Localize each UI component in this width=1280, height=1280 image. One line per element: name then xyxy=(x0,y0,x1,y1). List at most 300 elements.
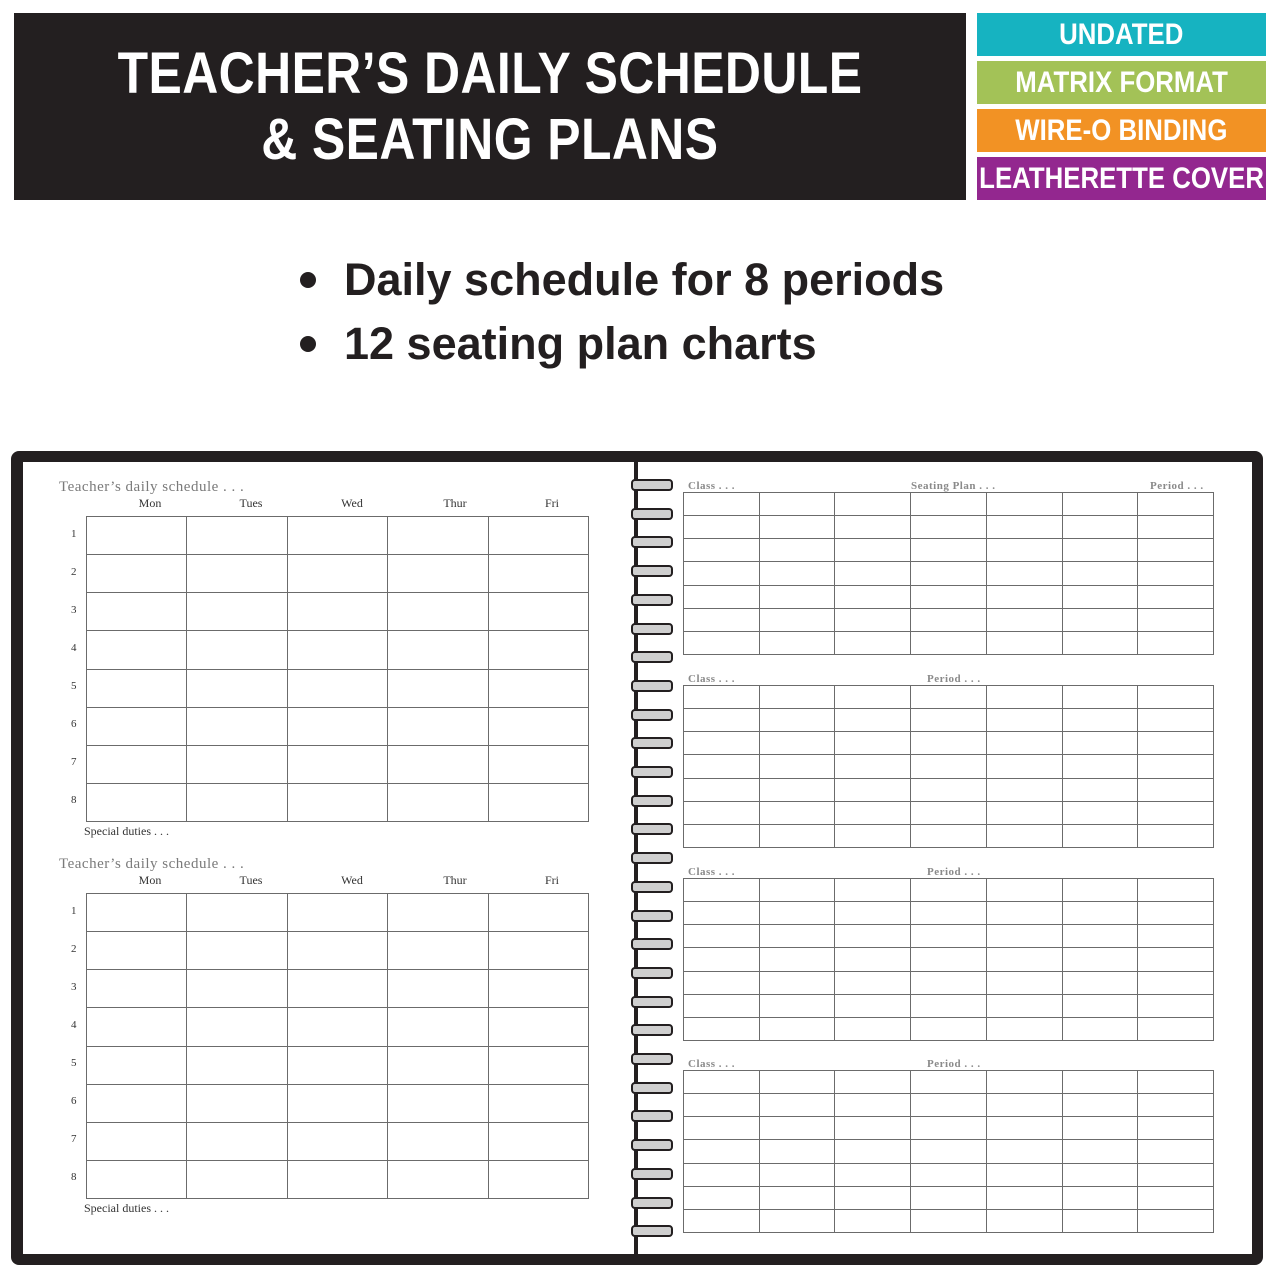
period-label: 6 xyxy=(71,1095,77,1107)
seating-cell xyxy=(911,1094,987,1117)
seating-cell xyxy=(835,562,911,585)
feature-list xyxy=(300,248,944,376)
schedule-cell xyxy=(388,708,488,746)
schedule-cell xyxy=(187,1008,287,1046)
spiral-coil xyxy=(631,1082,673,1094)
seating-cell xyxy=(760,948,836,971)
period-field-label: Period . . . xyxy=(927,866,981,878)
seating-cell xyxy=(1138,1210,1214,1233)
seating-cell xyxy=(911,732,987,755)
seating-cell xyxy=(911,632,987,655)
seating-cell xyxy=(684,1164,760,1187)
seating-cell xyxy=(835,609,911,632)
schedule-cell xyxy=(87,593,187,631)
class-label: Class . . . xyxy=(688,1058,736,1070)
spiral-coil xyxy=(631,795,673,807)
schedule-cell xyxy=(388,631,488,669)
schedule-cell xyxy=(489,1008,589,1046)
seating-cell xyxy=(987,1164,1063,1187)
period-label: 1 xyxy=(71,905,77,917)
schedule-cell xyxy=(388,970,488,1008)
seating-cell xyxy=(987,562,1063,585)
seating-cell xyxy=(1063,1164,1139,1187)
seating-cell xyxy=(911,995,987,1018)
schedule-grid xyxy=(86,893,589,1199)
seating-cell xyxy=(835,972,911,995)
seating-cell xyxy=(911,902,987,925)
special-duties-label: Special duties . . . xyxy=(84,1201,169,1215)
seating-cell xyxy=(1138,1071,1214,1094)
schedule-cell xyxy=(388,555,488,593)
seating-cell xyxy=(1063,609,1139,632)
seating-cell xyxy=(1063,995,1139,1018)
seating-cell xyxy=(911,972,987,995)
seating-cell xyxy=(987,995,1063,1018)
period-label: 6 xyxy=(71,718,77,730)
schedule-cell xyxy=(87,708,187,746)
seating-grid xyxy=(683,492,1214,655)
seating-cell xyxy=(987,732,1063,755)
schedule-cell xyxy=(187,670,287,708)
seating-cell xyxy=(760,539,836,562)
schedule-cell xyxy=(489,631,589,669)
seating-cell xyxy=(835,1140,911,1163)
seating-cell xyxy=(760,1018,836,1041)
seating-cell xyxy=(987,539,1063,562)
seating-cell xyxy=(1138,586,1214,609)
seating-cell xyxy=(1063,516,1139,539)
schedule-cell xyxy=(388,746,488,784)
seating-cell xyxy=(684,632,760,655)
spiral-coil xyxy=(631,766,673,778)
seating-cell xyxy=(1138,925,1214,948)
seating-cell xyxy=(835,516,911,539)
seating-cell xyxy=(1138,632,1214,655)
seating-cell xyxy=(1063,539,1139,562)
seating-cell xyxy=(987,755,1063,778)
schedule-cell xyxy=(388,932,488,970)
seating-cell xyxy=(1138,539,1214,562)
seating-cell xyxy=(1138,902,1214,925)
schedule-cell xyxy=(489,593,589,631)
seating-cell xyxy=(1063,779,1139,802)
seating-cell xyxy=(684,1071,760,1094)
seating-cell xyxy=(760,779,836,802)
schedule-cell xyxy=(489,670,589,708)
schedule-cell xyxy=(489,1047,589,1085)
seating-cell xyxy=(684,755,760,778)
schedule-title: Teacher’s daily schedule . . . xyxy=(59,479,245,495)
spiral-coil xyxy=(631,479,673,491)
seating-cell xyxy=(760,493,836,516)
schedule-cell xyxy=(489,784,589,822)
seating-cell xyxy=(911,1210,987,1233)
seating-grid xyxy=(683,1070,1214,1233)
seating-cell xyxy=(911,1140,987,1163)
schedule-cell xyxy=(288,894,388,932)
seating-cell xyxy=(1138,879,1214,902)
seating-cell xyxy=(1063,686,1139,709)
seating-cell xyxy=(835,1071,911,1094)
seating-cell xyxy=(1063,1018,1139,1041)
spiral-coil xyxy=(631,1197,673,1209)
period-label: 4 xyxy=(71,642,77,654)
seating-cell xyxy=(760,1140,836,1163)
seating-cell xyxy=(684,902,760,925)
seating-cell xyxy=(684,1187,760,1210)
schedule-cell xyxy=(388,1008,488,1046)
seating-cell xyxy=(760,972,836,995)
seating-cell xyxy=(760,1071,836,1094)
period-field-label: Period . . . xyxy=(1150,480,1204,492)
schedule-cell xyxy=(288,1008,388,1046)
badge-matrix-format: MATRIX FORMAT xyxy=(977,61,1266,104)
schedule-cell xyxy=(288,555,388,593)
schedule-cell xyxy=(187,1047,287,1085)
seating-cell xyxy=(1063,755,1139,778)
seating-cell xyxy=(1063,1094,1139,1117)
seating-cell xyxy=(1138,732,1214,755)
period-field-label: Period . . . xyxy=(927,673,981,685)
seating-cell xyxy=(760,709,836,732)
schedule-cell xyxy=(187,932,287,970)
seating-cell xyxy=(835,995,911,1018)
seating-cell xyxy=(1138,516,1214,539)
schedule-cell xyxy=(187,593,287,631)
schedule-cell xyxy=(288,1047,388,1085)
spiral-coil xyxy=(631,1225,673,1237)
seating-cell xyxy=(835,1117,911,1140)
spiral-coil xyxy=(631,536,673,548)
seating-cell xyxy=(684,802,760,825)
seating-cell xyxy=(1063,802,1139,825)
schedule-cell xyxy=(288,593,388,631)
class-label: Class . . . xyxy=(688,866,736,878)
schedule-cell xyxy=(388,1123,488,1161)
seating-cell xyxy=(835,1094,911,1117)
schedule-title: Teacher’s daily schedule . . . xyxy=(59,856,245,872)
seating-cell xyxy=(835,709,911,732)
spiral-coil xyxy=(631,852,673,864)
day-label: Thur xyxy=(443,873,467,887)
seating-cell xyxy=(1138,493,1214,516)
seating-cell xyxy=(1063,632,1139,655)
seating-cell xyxy=(760,802,836,825)
seating-cell xyxy=(987,709,1063,732)
schedule-cell xyxy=(489,970,589,1008)
seating-cell xyxy=(684,609,760,632)
schedule-cell xyxy=(489,746,589,784)
period-label: 7 xyxy=(71,1133,77,1145)
seating-cell xyxy=(987,925,1063,948)
title-line-2: & SEATING PLANS xyxy=(261,106,719,172)
seating-cell xyxy=(760,879,836,902)
seating-cell xyxy=(1063,1210,1139,1233)
seating-cell xyxy=(911,879,987,902)
seating-cell xyxy=(987,1071,1063,1094)
seating-cell xyxy=(1063,879,1139,902)
seating-cell xyxy=(1138,779,1214,802)
seating-cell xyxy=(1138,1094,1214,1117)
period-label: 5 xyxy=(71,680,77,692)
seating-cell xyxy=(911,802,987,825)
seating-cell xyxy=(684,539,760,562)
seating-cell xyxy=(1138,686,1214,709)
schedule-cell xyxy=(187,894,287,932)
seating-cell xyxy=(987,972,1063,995)
badge-leatherette-cover: LEATHERETTE COVER xyxy=(977,157,1266,200)
seating-cell xyxy=(911,779,987,802)
schedule-cell xyxy=(288,708,388,746)
seating-cell xyxy=(684,1018,760,1041)
seating-cell xyxy=(760,686,836,709)
seating-cell xyxy=(760,925,836,948)
spiral-coil xyxy=(631,565,673,577)
seating-cell xyxy=(911,609,987,632)
seating-cell xyxy=(1138,609,1214,632)
seating-cell xyxy=(911,516,987,539)
seating-cell xyxy=(1063,825,1139,848)
seating-cell xyxy=(987,493,1063,516)
period-label: 3 xyxy=(71,981,77,993)
spiral-coil xyxy=(631,967,673,979)
seating-cell xyxy=(1138,995,1214,1018)
seating-cell xyxy=(684,879,760,902)
seating-cell xyxy=(1063,925,1139,948)
schedule-cell xyxy=(87,746,187,784)
spiral-coil xyxy=(631,910,673,922)
seating-cell xyxy=(1138,972,1214,995)
seating-cell xyxy=(1138,948,1214,971)
schedule-cell xyxy=(87,517,187,555)
spiral-coil xyxy=(631,1053,673,1065)
seating-cell xyxy=(911,1164,987,1187)
seating-cell xyxy=(911,1117,987,1140)
schedule-cell xyxy=(489,1123,589,1161)
schedule-cell xyxy=(187,555,287,593)
seating-cell xyxy=(684,516,760,539)
seating-cell xyxy=(987,802,1063,825)
seating-cell xyxy=(911,493,987,516)
seating-cell xyxy=(835,802,911,825)
seating-cell xyxy=(760,609,836,632)
schedule-cell xyxy=(187,1085,287,1123)
day-label: Tues xyxy=(239,873,263,887)
seating-cell xyxy=(1138,1187,1214,1210)
seating-cell xyxy=(835,779,911,802)
spiral-coil xyxy=(631,823,673,835)
seating-cell xyxy=(1063,586,1139,609)
wire-o-spiral xyxy=(615,451,675,1265)
seating-cell xyxy=(835,879,911,902)
seating-cell xyxy=(1138,1117,1214,1140)
schedule-cell xyxy=(489,1085,589,1123)
seating-cell xyxy=(1063,709,1139,732)
seating-cell xyxy=(1063,902,1139,925)
schedule-cell xyxy=(388,1161,488,1199)
spiral-coil xyxy=(631,594,673,606)
seating-cell xyxy=(1063,1117,1139,1140)
seating-cell xyxy=(911,586,987,609)
period-label: 3 xyxy=(71,604,77,616)
spiral-coil xyxy=(631,508,673,520)
seating-cell xyxy=(684,709,760,732)
seating-cell xyxy=(1138,755,1214,778)
special-duties-label: Special duties . . . xyxy=(84,824,169,838)
day-label: Tues xyxy=(239,496,263,510)
schedule-cell xyxy=(489,708,589,746)
day-label: Mon xyxy=(138,496,162,510)
seating-cell xyxy=(911,1071,987,1094)
day-label: Wed xyxy=(341,496,363,510)
period-field-label: Period . . . xyxy=(927,1058,981,1070)
schedule-cell xyxy=(489,932,589,970)
spiral-coil xyxy=(631,1024,673,1036)
seating-cell xyxy=(987,948,1063,971)
seating-cell xyxy=(760,902,836,925)
seating-cell xyxy=(835,1187,911,1210)
seating-cell xyxy=(760,995,836,1018)
schedule-cell xyxy=(87,1123,187,1161)
seating-cell xyxy=(911,1187,987,1210)
schedule-cell xyxy=(87,970,187,1008)
seating-cell xyxy=(684,586,760,609)
seating-cell xyxy=(835,825,911,848)
seating-cell xyxy=(760,755,836,778)
seating-cell xyxy=(1063,562,1139,585)
spiral-coil xyxy=(631,623,673,635)
seating-cell xyxy=(760,586,836,609)
schedule-cell xyxy=(187,746,287,784)
schedule-cell xyxy=(187,970,287,1008)
schedule-cell xyxy=(87,894,187,932)
seating-cell xyxy=(684,1117,760,1140)
feature-item xyxy=(300,312,944,376)
feature-text: 12 seating plan charts xyxy=(344,318,817,369)
badge-undated: UNDATED xyxy=(977,13,1266,56)
schedule-cell xyxy=(87,631,187,669)
seating-cell xyxy=(987,586,1063,609)
seating-cell xyxy=(684,1140,760,1163)
schedule-cell xyxy=(489,517,589,555)
seating-cell xyxy=(911,948,987,971)
seating-cell xyxy=(835,1018,911,1041)
schedule-cell xyxy=(388,593,488,631)
schedule-cell xyxy=(87,1085,187,1123)
period-label: 5 xyxy=(71,1057,77,1069)
seating-cell xyxy=(835,632,911,655)
seating-cell xyxy=(1138,709,1214,732)
seating-cell xyxy=(835,493,911,516)
seating-cell xyxy=(684,825,760,848)
seating-cell xyxy=(911,825,987,848)
feature-item xyxy=(300,248,944,312)
seating-cell xyxy=(987,825,1063,848)
schedule-cell xyxy=(288,1085,388,1123)
seating-cell xyxy=(911,709,987,732)
seating-cell xyxy=(987,902,1063,925)
seating-cell xyxy=(684,1210,760,1233)
seating-cell xyxy=(684,493,760,516)
schedule-cell xyxy=(288,1123,388,1161)
schedule-cell xyxy=(288,631,388,669)
schedule-cell xyxy=(87,555,187,593)
seating-cell xyxy=(1063,732,1139,755)
schedule-cell xyxy=(489,1161,589,1199)
seating-cell xyxy=(987,609,1063,632)
seating-cell xyxy=(987,1210,1063,1233)
seating-cell xyxy=(1063,948,1139,971)
schedule-cell xyxy=(489,555,589,593)
spiral-coil xyxy=(631,881,673,893)
spiral-coil xyxy=(631,737,673,749)
seating-cell xyxy=(1063,493,1139,516)
seating-cell xyxy=(760,825,836,848)
schedule-cell xyxy=(388,894,488,932)
schedule-cell xyxy=(388,1047,488,1085)
seating-cell xyxy=(684,779,760,802)
seating-cell xyxy=(835,925,911,948)
class-label: Class . . . xyxy=(688,673,736,685)
day-label: Mon xyxy=(138,873,162,887)
schedule-cell xyxy=(87,1008,187,1046)
seating-cell xyxy=(1138,802,1214,825)
spiral-coil xyxy=(631,680,673,692)
seating-cell xyxy=(684,995,760,1018)
seating-cell xyxy=(835,732,911,755)
schedule-cell xyxy=(187,708,287,746)
seating-cell xyxy=(1063,1187,1139,1210)
schedule-cell xyxy=(288,746,388,784)
seating-cell xyxy=(760,632,836,655)
seating-cell xyxy=(760,1117,836,1140)
schedule-cell xyxy=(388,517,488,555)
feature-text: Daily schedule for 8 periods xyxy=(344,254,945,305)
seating-cell xyxy=(760,1210,836,1233)
seating-cell xyxy=(684,972,760,995)
seating-cell xyxy=(835,948,911,971)
schedule-cell xyxy=(87,670,187,708)
seating-cell xyxy=(911,539,987,562)
schedule-grid xyxy=(86,516,589,822)
seating-cell xyxy=(987,516,1063,539)
bullet-icon xyxy=(300,336,316,352)
schedule-cell xyxy=(388,1085,488,1123)
spiral-coil xyxy=(631,1139,673,1151)
seating-cell xyxy=(684,562,760,585)
seating-cell xyxy=(684,925,760,948)
seating-cell xyxy=(835,586,911,609)
schedule-cell xyxy=(288,784,388,822)
seating-cell xyxy=(987,779,1063,802)
title-banner xyxy=(14,13,966,200)
schedule-cell xyxy=(388,670,488,708)
seating-grid xyxy=(683,878,1214,1041)
schedule-cell xyxy=(187,517,287,555)
seating-cell xyxy=(1138,1140,1214,1163)
period-label: 4 xyxy=(71,1019,77,1031)
seating-cell xyxy=(760,1094,836,1117)
seating-cell xyxy=(1138,825,1214,848)
schedule-cell xyxy=(87,932,187,970)
seating-cell xyxy=(684,1094,760,1117)
title-line-1: TEACHER’S DAILY SCHEDULE xyxy=(117,40,863,106)
spiral-coil xyxy=(631,938,673,950)
spiral-coil xyxy=(631,996,673,1008)
seating-cell xyxy=(835,686,911,709)
schedule-cell xyxy=(288,970,388,1008)
day-label: Fri xyxy=(544,873,559,887)
